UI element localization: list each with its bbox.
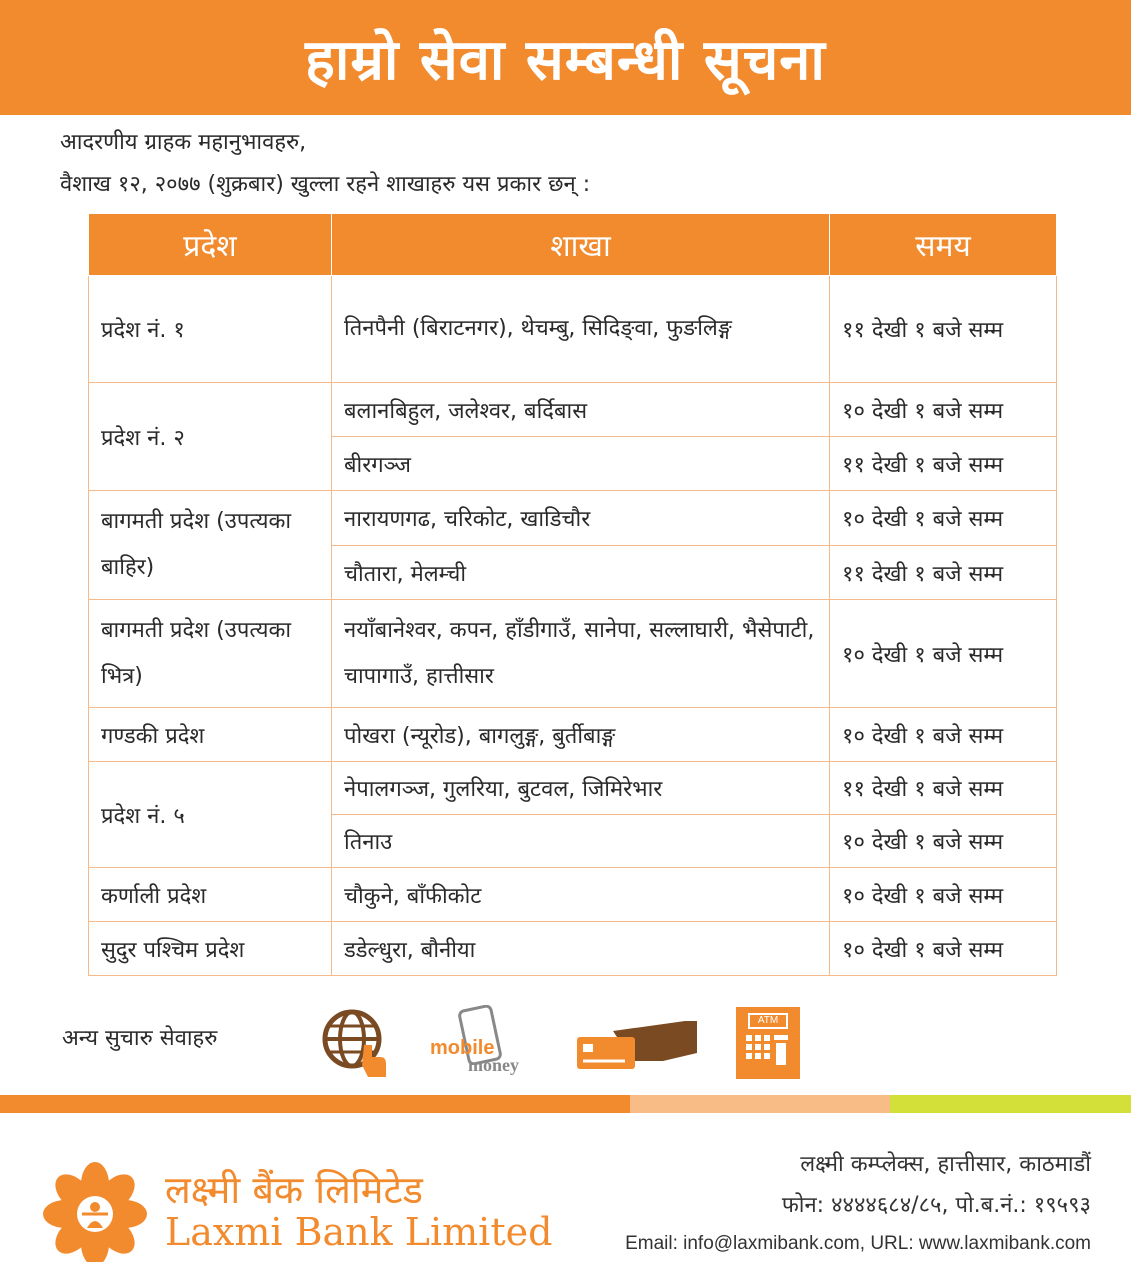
branch-cell: बलानबिहुल, जलेश्वर, बर्दिबास bbox=[332, 383, 830, 437]
province-cell: प्रदेश नं. ५ bbox=[89, 762, 332, 868]
branch-cell: चौकुने, बाँफीकोट bbox=[332, 868, 830, 922]
internet-banking-icon bbox=[320, 1007, 392, 1079]
branch-cell: बीरगञ्ज bbox=[332, 437, 830, 491]
bank-name-nepali: लक्ष्मी बैंक लिमिटेड bbox=[165, 1168, 423, 1212]
mobile-money-icon bbox=[428, 1005, 538, 1080]
branch-cell: नेपालगञ्ज, गुलरिया, बुटवल, जिमिरेभार bbox=[332, 762, 830, 815]
header-banner bbox=[0, 0, 1131, 115]
table-header-row bbox=[89, 214, 1057, 276]
province-cell: प्रदेश नं. २ bbox=[89, 383, 332, 491]
time-cell: १० देखी १ बजे सम्म bbox=[830, 922, 1057, 976]
branch-cell: चौतारा, मेलम्ची bbox=[332, 546, 830, 600]
mobile-label: mobile bbox=[430, 1037, 495, 1059]
branch-cell: तिनपैनी (बिराटनगर), थेचम्बु, सिदिङ्वा, फुङलिङ्ग bbox=[332, 276, 830, 383]
phone-info: फोन: ४४४४६८४/८५, पो.ब.नं.: १९५९३ bbox=[781, 1193, 1091, 1218]
color-stripe bbox=[0, 1095, 1131, 1113]
time-cell: १० देखी १ बजे सम्म bbox=[830, 868, 1057, 922]
header-time: समय bbox=[830, 214, 1057, 276]
province-cell: बागमती प्रदेश (उपत्यका बाहिर) bbox=[89, 491, 332, 600]
other-services-label: अन्य सुचारु सेवाहरु bbox=[62, 1026, 218, 1051]
service-icons bbox=[320, 1005, 820, 1080]
table-row bbox=[89, 383, 1057, 437]
header-branch: शाखा bbox=[332, 214, 830, 276]
branch-cell: पोखरा (न्यूरोड), बागलुङ्ग, बुर्तीबाङ्ग bbox=[332, 708, 830, 762]
table-row bbox=[89, 276, 1057, 383]
stripe-light bbox=[630, 1095, 890, 1113]
table-row bbox=[89, 491, 1057, 546]
atm-icon bbox=[736, 1007, 800, 1079]
intro-text bbox=[60, 122, 590, 206]
time-cell: ११ देखी १ बजे सम्म bbox=[830, 276, 1057, 383]
header-province: प्रदेश bbox=[89, 214, 332, 276]
branch-cell: तिनाउ bbox=[332, 815, 830, 868]
table-row bbox=[89, 600, 1057, 708]
province-cell: कर्णाली प्रदेश bbox=[89, 868, 332, 922]
atm-label: ATM bbox=[748, 1013, 788, 1029]
branch-table bbox=[88, 213, 1057, 976]
branch-cell: डडेल्धुरा, बौनीया bbox=[332, 922, 830, 976]
table-row bbox=[89, 708, 1057, 762]
time-cell: १० देखी १ बजे सम्म bbox=[830, 600, 1057, 708]
time-cell: १० देखी १ बजे सम्म bbox=[830, 815, 1057, 868]
stripe-orange bbox=[0, 1095, 630, 1113]
time-cell: ११ देखी १ बजे सम्म bbox=[830, 762, 1057, 815]
time-cell: ११ देखी १ बजे सम्म bbox=[830, 437, 1057, 491]
time-cell: १० देखी १ बजे सम्म bbox=[830, 383, 1057, 437]
branch-cell: नयाँबानेश्वर, कपन, हाँडीगाउँ, सानेपा, सल्लाघारी, भैसेपाटी, चापागाउँ, हात्तीसार bbox=[332, 600, 830, 708]
atm-keypad-icon bbox=[746, 1035, 792, 1073]
table-row bbox=[89, 868, 1057, 922]
province-cell: सुदुर पश्चिम प्रदेश bbox=[89, 922, 332, 976]
contact-info: Email: info@laxmibank.com, URL: www.laxmibank.com bbox=[625, 1233, 1091, 1254]
card-payment-icon bbox=[575, 1017, 700, 1072]
branch-cell: नारायणगढ, चरिकोट, खाडिचौर bbox=[332, 491, 830, 546]
salutation: आदरणीय ग्राहक महानुभावहरु, bbox=[60, 130, 307, 155]
province-cell: गण्डकी प्रदेश bbox=[89, 708, 332, 762]
bank-name-english: Laxmi Bank Limited bbox=[165, 1210, 553, 1254]
province-cell: बागमती प्रदेश (उपत्यका भित्र) bbox=[89, 600, 332, 708]
time-cell: १० देखी १ बजे सम्म bbox=[830, 491, 1057, 546]
notice-line: वैशाख १२, २०७७ (शुक्रबार) खुल्ला रहने शाखाहरु यस प्रकार छन् : bbox=[60, 172, 591, 197]
bank-logo-icon bbox=[40, 1162, 150, 1262]
stripe-green bbox=[890, 1095, 1131, 1113]
page-title: हाम्रो सेवा सम्बन्धी सूचना bbox=[305, 27, 826, 93]
time-cell: १० देखी १ बजे सम्म bbox=[830, 708, 1057, 762]
table-row bbox=[89, 762, 1057, 815]
address: लक्ष्मी कम्प्लेक्स, हात्तीसार, काठमाडौं bbox=[800, 1152, 1091, 1177]
table-row bbox=[89, 922, 1057, 976]
time-cell: ११ देखी १ बजे सम्म bbox=[830, 546, 1057, 600]
province-cell: प्रदेश नं. १ bbox=[89, 276, 332, 383]
money-label: money bbox=[468, 1055, 519, 1075]
